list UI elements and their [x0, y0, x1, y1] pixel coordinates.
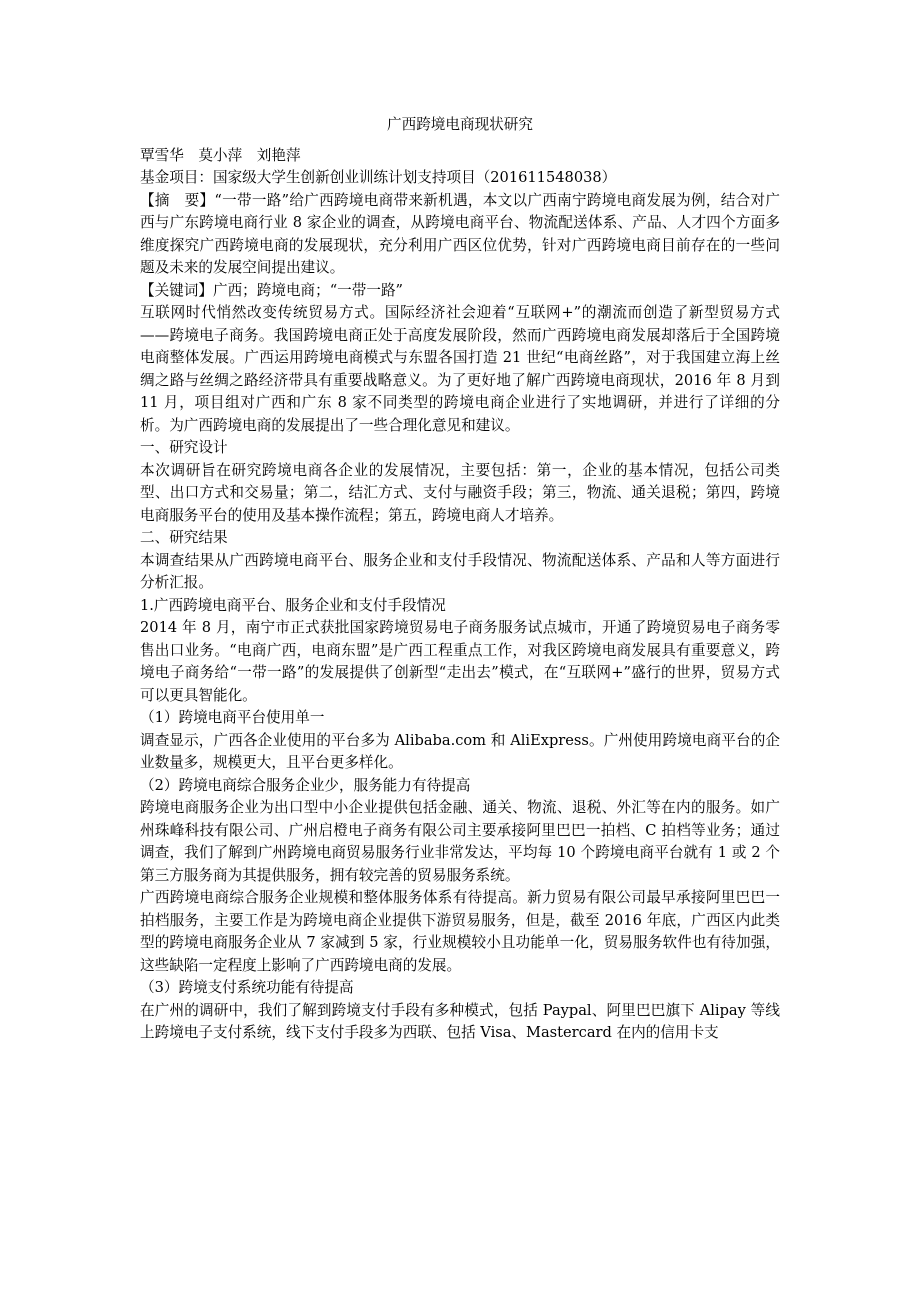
- section-design-paragraph: 本次调研旨在研究跨境电商各企业的发展情况，主要包括：第一，企业的基本情况，包括公司类型、出口方式和交易量；第二，结汇方式、支付与融资手段；第三，物流、通关退税；第四，跨境电商服务平台的使用及基本操作流程；第五，跨境电商人才培养。: [140, 461, 780, 524]
- fund-line: 基金项目：国家级大学生创新创业训练计划支持项目（201611548038）: [140, 169, 617, 186]
- section-heading-results: 二、研究结果: [140, 529, 228, 546]
- authors-line: 覃雪华 莫小萍 刘艳萍: [140, 146, 301, 164]
- keywords-line: 【关键词】广西；跨境电商；“一带一路”: [140, 281, 404, 299]
- subsection-platform-paragraph: 2014 年 8 月，南宁市正式获批国家跨境贸易电子商务服务试点城市，开通了跨境贸易电子商务零售出口业务。“电商广西，电商东盟”是广西工程重点工作，对我区跨境电商发展具有重要意义，跨境电子商务给“一带一路”的发展提供了创新型“走出去”模式，在“互联网+”盛行的世界，贸易方式可以更具智能化。: [140, 619, 780, 704]
- item-payment-system-paragraph: 在广州的调研中，我们了解到跨境支付手段有多种模式，包括 Paypal、阿里巴巴旗下 Alipay 等线上跨境电子支付系统，线下支付手段多为西联、包括 Visa、Mastercard 在内的信用卡支: [140, 1001, 780, 1041]
- item-heading-service-enterprise: （2）跨境电商综合服务企业少，服务能力有待提高: [140, 776, 471, 794]
- document-title: 广西跨境电商现状研究: [387, 116, 533, 133]
- document-page: [140, 108, 780, 1045]
- intro-paragraph: 互联网时代悄然改变传统贸易方式。国际经济社会迎着“互联网+”的潮流而创造了新型贸易方式——跨境电子商务。我国跨境电商正处于高度发展阶段，然而广西跨境电商发展却落后于全国跨境电商整体发展。广西运用跨境电商模式与东盟各国打造 21 世纪“电商丝路”，对于我国建立海上丝绸之路与丝绸之路经济带具有重要战略意义。为了更好地了解广西跨境电商现状，2016 年 8 月到 11 月，项目组对广西和广东 8 家不同类型的跨境电商企业进行了实地调研，并进行了详细的分析。为广西跨境电商的发展提出了一些合理化意见和建议。: [140, 304, 780, 434]
- item-heading-platform-single: （1）跨境电商平台使用单一: [140, 709, 325, 726]
- abstract-paragraph: 【摘 要】“一带一路”给广西跨境电商带来新机遇，本文以广西南宁跨境电商发展为例，结合对广西与广东跨境电商行业 8 家企业的调查，从跨境电商平台、物流配送体系、产品、人才四个方面多维度探究广西跨境电商的发展现状，充分利用广西区位优势，针对广西跨境电商目前存在的一些问题及未来的发展空间提出建议。: [140, 191, 780, 276]
- subsection-heading-platform: 1.广西跨境电商平台、服务企业和支付手段情况: [140, 596, 446, 614]
- item-service-enterprise-paragraph-2: 广西跨境电商综合服务企业规模和整体服务体系有待提高。新力贸易有限公司最早承接阿里巴巴一拍档服务，主要工作是为跨境电商企业提供下游贸易服务，但是，截至 2016 年底，广西区内此类型的跨境电商服务企业从 7 家减到 5 家，行业规模较小且功能单一化，贸易服务软件也有待加强，这些缺陷一定程度上影响了广西跨境电商的发展。: [140, 889, 780, 974]
- section-heading-design: 一、研究设计: [140, 439, 228, 456]
- item-platform-single-paragraph: 调查显示，广西各企业使用的平台多为 Alibaba.com 和 AliExpress。广州使用跨境电商平台的企业数量多，规模更大，且平台更多样化。: [140, 731, 780, 771]
- section-results-paragraph: 本调查结果从广西跨境电商平台、服务企业和支付手段情况、物流配送体系、产品和人等方面进行分析汇报。: [140, 551, 780, 591]
- item-heading-payment-system: （3）跨境支付系统功能有待提高: [140, 979, 354, 996]
- item-service-enterprise-paragraph-1: 跨境电商服务企业为出口型中小企业提供包括金融、通关、物流、退税、外汇等在内的服务。如广州珠峰科技有限公司、广州启橙电子商务有限公司主要承接阿里巴巴一拍档、C 拍档等业务；通过调查，我们了解到广州跨境电商贸易服务行业非常发达，平均每 10 个跨境电商平台就有 1 或 2 个第三方服务商为其提供服务，拥有较完善的贸易服务系统。: [140, 799, 780, 884]
